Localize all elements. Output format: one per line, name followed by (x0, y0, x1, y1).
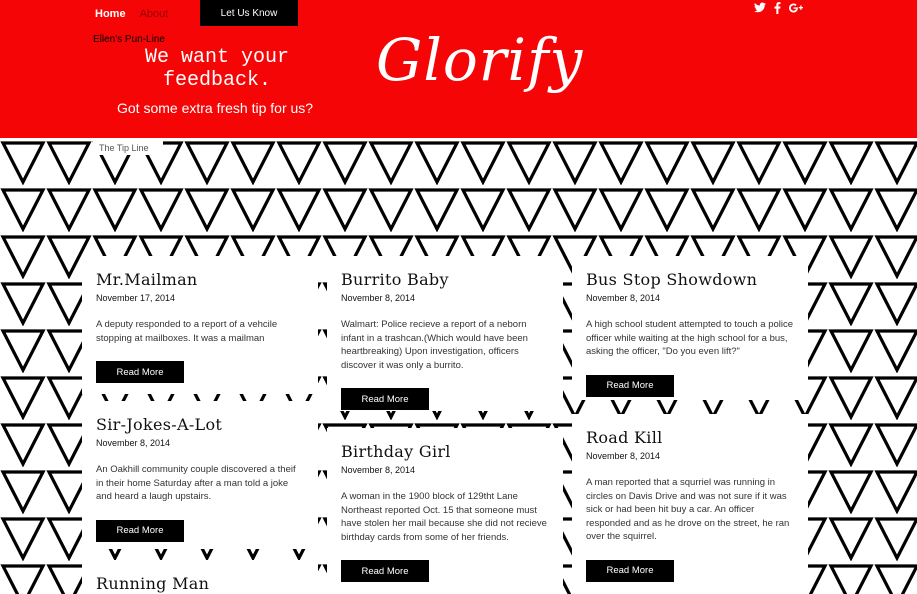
post-title[interactable]: Birthday Girl (341, 442, 451, 461)
post-title[interactable]: Sir-Jokes-A-Lot (96, 415, 223, 434)
read-more-button[interactable]: Read More (96, 361, 184, 383)
site-logo[interactable]: Glorify (376, 26, 584, 94)
tip-line-tab[interactable]: The Tip Line (93, 141, 163, 155)
post-date: November 8, 2014 (341, 293, 416, 303)
read-more-button[interactable]: Read More (586, 560, 674, 582)
post-excerpt: A deputy responded to a report of a vehcile stopping at mailboxes. It was a mailman (96, 319, 278, 344)
post-date: November 8, 2014 (586, 451, 661, 461)
post-card (327, 428, 563, 594)
read-more-button[interactable]: Read More (341, 388, 429, 410)
post-excerpt: A man reported that a squrriel was running in circles on Davis Drive and was not sure if it was sick or had been hit buy a car. An officer responded and as he drove on the street, he ran over the squirrel. (586, 477, 790, 542)
post-date: November 8, 2014 (586, 293, 661, 303)
tip-prompt: Got some extra fresh tip for us? (117, 100, 314, 116)
read-more-button[interactable]: Read More (586, 375, 674, 397)
post-title[interactable]: Mr.Mailman (96, 270, 198, 289)
post-excerpt: An Oakhill community couple discovered a theif in their home Saturday after a man told a joke and heard a laugh upstairs. (96, 464, 296, 502)
post-card (82, 560, 318, 594)
post-title[interactable]: Burrito Baby (341, 270, 449, 289)
post-card (82, 401, 318, 549)
post-date: November 8, 2014 (96, 438, 171, 448)
google-plus-icon[interactable] (789, 2, 803, 17)
post-card (572, 256, 808, 400)
post-excerpt: A woman in the 1900 block of 129tht Lane Northeast reported Oct. 15 that someone must have stolen her mail because she did not recieve birthday cards from some of her friends. (341, 491, 547, 543)
facebook-icon[interactable] (774, 2, 781, 17)
twitter-icon[interactable] (754, 2, 766, 17)
main-nav (95, 0, 278, 27)
nav-home[interactable]: Home (95, 7, 126, 20)
post-title[interactable]: Running Man (96, 574, 210, 593)
let-us-know-button[interactable]: Let Us Know (200, 0, 298, 26)
site-header (0, 0, 917, 138)
post-excerpt: A high school student attempted to touch a police officer while waiting at the high school for a bus, asking the officer, "Do you even lift?" (586, 319, 794, 357)
post-excerpt: Walmart: Police recieve a report of a neborn infant in a trashcan.(Which would have been heartbreaking) Upon investigation, officers discover it was only a burrito. (341, 319, 528, 371)
post-date: November 8, 2014 (341, 465, 416, 475)
social-links (754, 2, 803, 17)
feedback-heading: We want your feedback. (144, 46, 290, 92)
read-more-button[interactable]: Read More (341, 560, 429, 582)
post-title[interactable]: Road Kill (586, 428, 663, 447)
nav-pun-line[interactable]: Ellen's Pun-Line (93, 34, 165, 45)
post-date: November 17, 2014 (96, 293, 176, 303)
read-more-button[interactable]: Read More (96, 520, 184, 542)
post-card (572, 414, 808, 594)
post-title[interactable]: Bus Stop Showdown (586, 270, 758, 289)
post-card (327, 256, 563, 411)
nav-about[interactable]: About (139, 7, 169, 20)
post-card (82, 256, 318, 394)
